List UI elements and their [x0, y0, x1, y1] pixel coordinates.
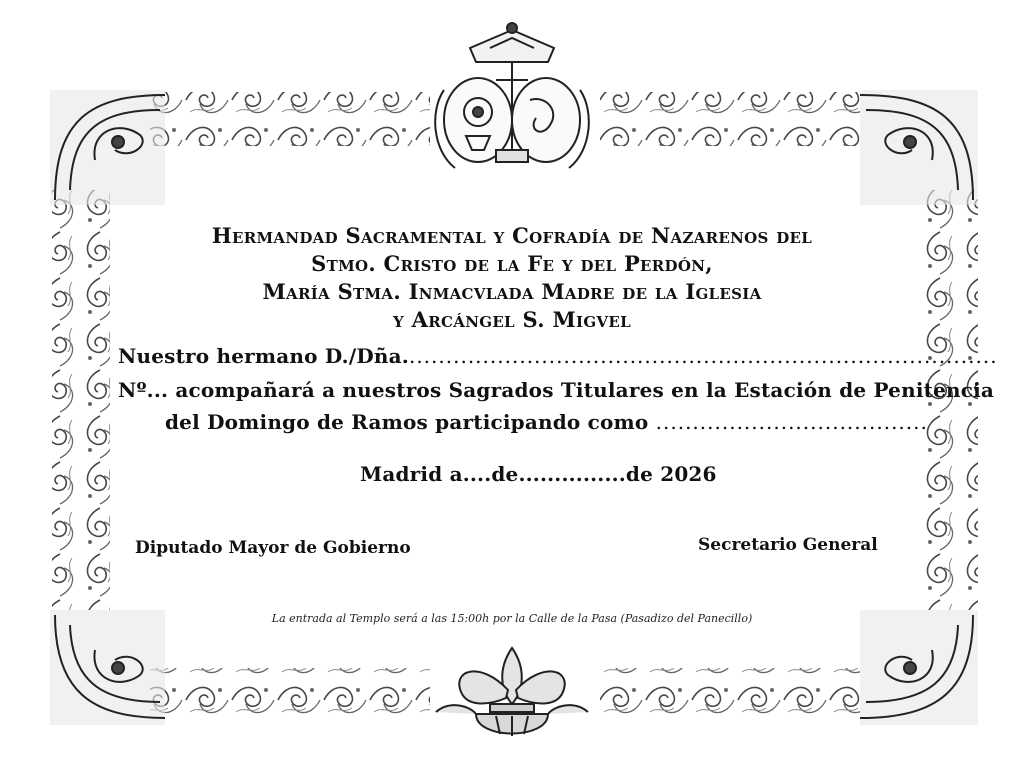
participation-line: [165, 410, 928, 434]
brotherhood-heading: [0, 222, 1024, 334]
member-name-label: Nuestro hermano D./Dña.: [118, 344, 409, 368]
heading-line-2: Stmo. Cristo de la Fe y del Perdón,: [311, 251, 713, 276]
heading-line-3: María Stma. Inmacvlada Madre de la Iglesia: [262, 279, 762, 304]
coat-of-arms-emblem: [435, 23, 589, 168]
corner-ornament-top-left: [50, 90, 165, 205]
signature-left-title: Diputado Mayor de Gobierno: [135, 538, 411, 558]
participation-label: del Domingo de Ramos participando como: [165, 410, 649, 434]
signature-right-title: Secretario General: [698, 535, 878, 555]
corner-ornament-top-right: [860, 90, 978, 205]
participation-blank: .....................................: [655, 410, 928, 434]
heading-line-4: y Arcángel S. Migvel: [393, 307, 631, 332]
heading-line-1: Hermandad Sacramental y Cofradía de Nazarenos del: [211, 223, 813, 248]
member-name-blank: ................................................................................: [408, 344, 998, 368]
corner-ornament-bottom-left: [50, 610, 165, 725]
corner-ornament-bottom-right: [860, 610, 978, 725]
member-name-line: [118, 344, 998, 368]
entry-footnote: La entrada al Templo será a las 15:00h por la Calle de la Pasa (Pasadizo del Panecillo): [271, 612, 753, 625]
date-line: Madrid a....de...............de 2026: [360, 462, 717, 486]
accompany-line: Nº... acompañará a nuestros Sagrados Titulares en la Estación de Penitencia: [118, 378, 995, 402]
fleur-de-lis-ornament: [436, 648, 588, 736]
